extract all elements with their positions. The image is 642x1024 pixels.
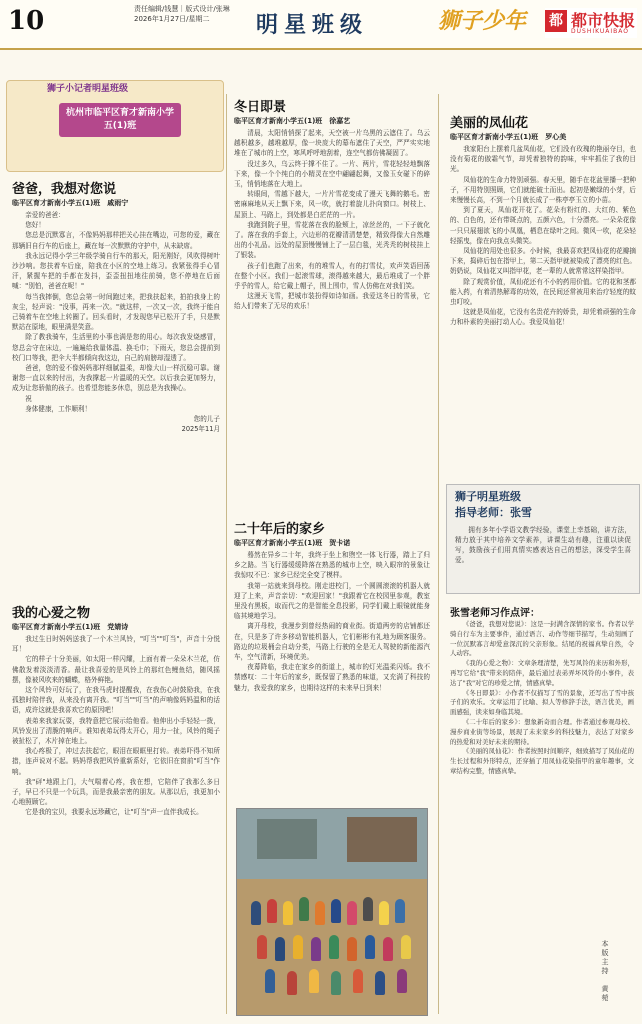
- brand-mark: 狮子少年: [438, 8, 527, 34]
- column-divider: [438, 94, 439, 1014]
- paragraph: 您好！: [25, 221, 45, 230]
- paragraph: 这漫天飞雪，把城市装扮得如诗如画。我爱这冬日的雪景，它给人们带来了无尽的欢乐！: [234, 292, 430, 311]
- article-title-flower: 美丽的凤仙花: [450, 116, 529, 131]
- teacher-card: [446, 484, 640, 594]
- column-divider: [226, 94, 227, 1014]
- paragraph: 孩子们也跑了出来，有的堆雪人，有的打雪仗，欢声笑语回荡在整个小区。我们一起滚雪球，滚得越来越大，最后堆成了一个胖乎乎的雪人，给它戴上帽子，围上围巾，雪人仿佛在对我们笑。: [234, 261, 430, 291]
- header-meta: [134, 4, 230, 24]
- teacher-name: 指导老师：张雪: [455, 506, 532, 519]
- paragraph: 夜幕降临，我走在家乡的街道上，城市的灯光温柔闪烁。我不禁感叹：二十年后的家乡，既保留了熟悉的味道，又充满了科技的魅力，我爱我的家乡，也期待这样的未来早日到来！: [234, 663, 430, 692]
- paragraph: 没过多久，乌云终于撑不住了。一片、两片，雪花轻轻地飘落下来，像一个个纯白的小精灵在空中翩翩起舞，又像玉女碰下的碎玉，悄悄地落在大地上。: [234, 159, 430, 189]
- section-title: 明星班级: [256, 12, 369, 38]
- comment-item: 《我的心爱之物》：文章条理清楚，先写风铃的来历和外形，再写它给"我"带来的陪伴，最后通过表弟弄坏风铃的小事件，表达了"我"对它的珍爱之情，情感真挚。: [450, 659, 634, 687]
- article-title-home: 二十年后的家乡: [234, 522, 326, 537]
- comment-item: 《美丽的凤仙花》：作者按照时间顺序，细致描写了凤仙花的生长过程和外形特点，还穿插了用凤仙花染指甲的童年趣事，文章结构完整，情感真挚。: [450, 747, 634, 775]
- article-title-toy: 我的心爱之物: [12, 606, 91, 621]
- editor-line: 责任编辑/钱慧｜版式设计/张琳: [134, 5, 230, 13]
- date-line: 2026年1月27日/星期二: [134, 15, 210, 23]
- paragraph: 我永远记得小学三年级学骑自行车的那天，阳光刚好，风吹得树叶沙沙响。您扶着车后座，陪我在小区的空地上练习。我紧张得手心冒汗，紧握车把的手都在发抖，歪歪扭扭地往前骑，您不停地在后面喊："别怕，爸爸在呢！": [12, 251, 220, 291]
- byline-toy: 临平区育才新南小学五(1)班 党婧诗: [12, 623, 129, 631]
- paragraph: 我心疼极了，冲过去扶起它，眼泪在眼眶里打转。表弟吓得不知所措，连声说对不起。妈妈帮我把风铃重新系好，它依旧在窗前"叮当"作响。: [12, 747, 220, 776]
- paper-logo-icon: 都: [545, 10, 567, 32]
- paragraph: 每当我摔倒，您总会第一时间跑过来，把我扶起来，拍拍我身上的灰尘，轻声说："没事，再来一次。"就这样，一次又一次，我终于能自己骑着车在空地上转圈了。回头看时，才发现您早已松开了手，只是默默站在原地，眼里满是笑意。: [12, 292, 220, 332]
- comment-item: 《爸爸，我想对您说》：这是一封满含深情的家书。作者以学骑自行车为主要事件，通过语言、动作等细节描写，生动刻画了一位沉默寡言却爱意深沉的父亲形象。结尾的祝福真挚自然，令人动容。: [450, 620, 634, 658]
- comments-title: 张雪老师习作点评：: [450, 608, 540, 619]
- banner-school: 杭州市临平区育才新南小学五(1)班: [59, 103, 181, 137]
- paragraph: 除了教我骑车，生活里的小事也满是您的用心。每次我发烧感冒，您总会守在床边，一遍遍给我量体温、换毛巾；下雨天，您总会提前到校门口等我，把伞大半都倾向我这边，自己的肩膀却湿透了。: [12, 333, 220, 362]
- letter-date: 2025年11月: [181, 425, 220, 434]
- byline-winter: 临平区育才新南小学五(1)班 徐嘉艺: [234, 117, 351, 125]
- paragraph: 我第一站就来到母校。刚走进校门，一个圆圆滚滚的机器人就迎了上来，声音亲切："欢迎回家！"我跟着它在校园里参观，教室里没有黑板，取而代之的是智能全息投影，同学们戴上眼镜就能身临其境地学习。: [234, 581, 430, 621]
- article-title-dad: 爸爸，我想对您说: [12, 182, 117, 197]
- paragraph: 身体健康，工作顺利！: [25, 404, 92, 413]
- paragraph: 凤仙花的用处也很多。小时候，我最喜欢把凤仙花的花瓣摘下来，捣碎后包在指甲上，第二天指甲就被染成了漂亮的红色。奶奶说，凤仙花又叫指甲花，老一辈的人就常常这样染指甲。: [450, 247, 636, 276]
- host-note: 本版主持 黄菀: [601, 940, 609, 1003]
- paper-logo: [545, 8, 637, 38]
- paragraph: 它是我的宝贝，我要永远珍藏它，让"叮当"声一直伴我成长。: [25, 808, 203, 817]
- teacher-card-title: [455, 489, 532, 521]
- article-title-winter: 冬日即景: [234, 100, 287, 115]
- paragraph: 它的样子十分美丽，如太阳一样闪耀，上面有着一朵朵木兰花，仿佛散发着淡淡清香。最让我喜爱的是风铃上的那红色鲤鱼结，随风摇摆，像被风吹来的蝴蝶，格外鲜艳。: [12, 655, 220, 684]
- paragraph: 我家阳台上摆着几盆凤仙花，它们没有玫瑰的艳丽夺目，也没有菊花的傲霜气节，却凭着独特的韵味，牢牢抓住了我的目光。: [450, 145, 636, 174]
- paragraph: 这就是凤仙花，它没有名贵花卉的娇贵，却凭着顽强的生命力和朴素的美丽打动人心。我爱凤仙花！: [450, 308, 636, 327]
- paragraph: 我过生日时妈妈送我了一个木兰风铃，"叮当""叮当"，声音十分悦耳！: [12, 635, 220, 654]
- paragraph: 离开母校，我漫步到曾经热闹的商业街。街道两旁的店铺都还在，只是多了许多移动智能机器人，它们彬彬有礼地为顾客服务。路边的垃圾桶会自动分类，马路上行驶的全是无人驾驶的新能源汽车，空气清新，环境优美。: [234, 622, 430, 662]
- paragraph: 表弟来我家玩耍，我特意把它展示给他看。他伸出小手轻轻一拨，风铃发出了清脆的响声。谁知表弟玩得太开心，用力一扯，风铃的绳子被扯松了，木片掉在地上。: [12, 716, 220, 746]
- paper-name-en: DUSHIKUAIBAO: [571, 28, 629, 35]
- paragraph: 亲爱的爸爸：: [25, 211, 65, 219]
- paragraph: 转眼间，雪越下越大，一片片雪花变成了漫天飞舞的鹅毛。密密麻麻地从天上飘下来，风一吹，就打着旋儿扑向窗口。树枝上、屋顶上、马路上，到处都是白茫茫的一片。: [234, 190, 430, 219]
- paragraph: 爸爸，您的爱不像妈妈那样细腻温柔，却像大山一样沉稳可靠。谢谢您一直以来的付出，为我撑起一片温暖的天空。以后我会更加努力，成为让您骄傲的孩子。也希望您能多休息，别总是为我操心。: [12, 364, 220, 393]
- banner-tag: 狮子小记者明星班级: [47, 84, 129, 94]
- paragraph: 蓦然在异乡二十年，我终于坐上和煦空一体飞行器，踏上了归乡之路。当飞行器缓缓降落在熟悉的城市上空，映入眼帘的景象让我惊叹不已：家乡已经完全变了模样。: [234, 551, 430, 580]
- article-body-toy: [12, 634, 220, 1016]
- byline-flower: 临平区育才新南小学五(1)班 罗心美: [450, 133, 567, 141]
- signature: 您的儿子: [193, 415, 220, 424]
- class-banner: [6, 80, 224, 172]
- paragraph: 这个风铃可好玩了，在我马虎时提醒我，在我伤心时鼓励我，在我孤独时陪伴我，从来没有离开我。"叮当""叮当"的声响像妈妈温和的话语，成许这就是我喜欢它的原因吧！: [12, 686, 220, 715]
- teacher-bio: 拥有多年小学语文教学经验，课堂上幸基础，讲方法，精力放于其中培养文学素养，讲课生动有趣，注重以读促写，鼓励孩子们用真情实感表达自己的想法，深受学生喜爱。: [455, 526, 631, 564]
- article-body-winter: [234, 128, 430, 510]
- paper-name: 都市快报: [571, 11, 636, 30]
- paragraph: 祝: [25, 394, 32, 403]
- article-body-dad: [12, 210, 220, 572]
- article-body-home: [234, 550, 430, 800]
- teacher-class-label: 狮子明星班级: [455, 490, 521, 503]
- comment-item: 《二十年后的家乡》：想象新奇而合理。作者通过参观母校、漫步商业街等场景，展现了未来家乡的科技魅力，表达了对家乡的热爱和对美好未来的期待。: [450, 717, 634, 746]
- paragraph: 我"砰"地跟上门，大气喘着心疼，我在想，它陪伴了我那么多日子，早已不只是一个玩具，而是我最亲密的朋友。从那以后，我更加小心地照顾它。: [12, 777, 220, 807]
- paragraph: 您总是沉默寡言，不像妈妈那样把关心挂在嘴边，可您的爱，藏在那辆旧自行车的后座上，藏在每一次默默的守护中，从未缺席。: [12, 231, 220, 250]
- comment-item: 《冬日即景》：小作者不仅描写了雪的景象，还写出了雪中孩子们的欢乐。文章运用了比喻、拟人等修辞手法，语言优美，画面感强，读来如身临其境。: [450, 688, 634, 717]
- byline-dad: 临平区育才新南小学五(1)班 戚雨宁: [12, 199, 129, 207]
- paragraph: 除了观赏价值，凤仙花还有不小的药用价值。它的花和茎都能入药，有着清热解毒的功效，在民间还常被用来治疗轻度的蚊虫叮咬。: [450, 277, 636, 307]
- article-body-flower: [450, 144, 636, 476]
- byline-home: 临平区育才新南小学五(1)班 贺卡诺: [234, 539, 351, 547]
- paragraph: 凤仙花的生命力特别顽强。春天里，随手在花盆里播一把种子，不用特别照顾，它们就能破土而出。起初是嫩绿的小芽，后来慢慢长高，不到一个月就长成了一株亭亭玉立的小苗。: [450, 175, 636, 205]
- page-number: 10: [8, 6, 45, 36]
- paragraph: 到了夏天，凤仙花开花了。花朵有粉红的、大红的、紫色的、白色的，还有带斑点的，五颜六色，十分漂亮。一朵朵花像一只只展翅欲飞的小凤凰，栖息在绿叶之间。微风一吹，花朵轻轻摇曳，像在向我点头微笑。: [450, 206, 636, 245]
- paragraph: 我跑到院子里，雪花落在我的脸颊上，凉丝丝的，一下子就化了。落在我的手套上，六边形的花瓣清清楚楚，精致得像大自然雕出的小礼品。远处的屋顶慢慢铺上了一层白毯，光秃秃的树枝挂上了银装。: [234, 220, 430, 260]
- class-photo: [236, 808, 428, 1016]
- paragraph: 清晨，太阳悄悄探了起来，天空被一片乌黑的云遮住了。乌云越积越多，越堆越厚，像一块庞大的幕布遮住了天空，严严实实地堆在了城市的上空，寒风呼呼地刮着，连空气都仿佛凝固了。: [234, 129, 430, 158]
